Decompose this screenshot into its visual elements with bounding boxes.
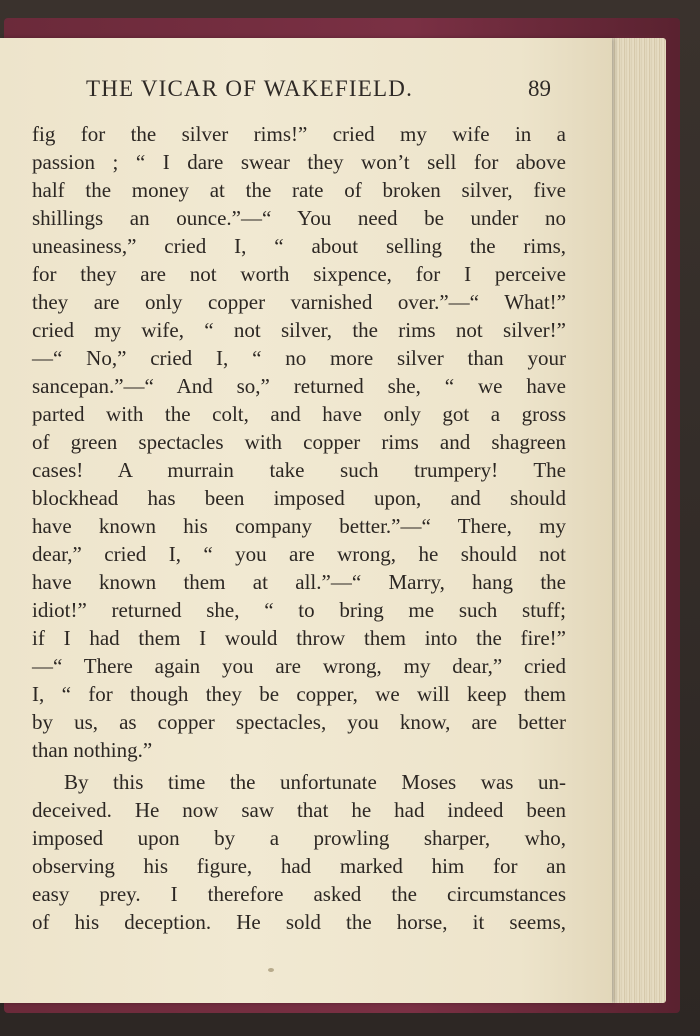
text-line: passion ; “ I dare swear they won’t sell for above	[32, 150, 566, 174]
running-head	[0, 76, 612, 106]
text-line: —“ No,” cried I, “ no more silver than your	[32, 346, 566, 370]
page-smudge	[268, 968, 274, 972]
text-line: they are only copper varnished over.”—“ What!”	[32, 290, 566, 314]
text-line: blockhead has been imposed upon, and should	[32, 486, 566, 510]
text-line: by us, as copper spectacles, you know, are better	[32, 710, 566, 734]
paragraph-2	[32, 768, 566, 936]
text-line: cases! A murrain take such trumpery! The	[32, 458, 566, 482]
text-line: of green spectacles with copper rims and shagreen	[32, 430, 566, 454]
text-line: imposed upon by a prowling sharper, who,	[32, 826, 566, 850]
text-line: idiot!” returned she, “ to bring me such stuff;	[32, 598, 566, 622]
text-line: observing his figure, had marked him for an	[32, 854, 566, 878]
text-line: half the money at the rate of broken silver, five	[32, 178, 566, 202]
paragraph-1	[32, 120, 566, 764]
text-line: fig for the silver rims!” cried my wife in a	[32, 122, 566, 146]
text-line: By this time the unfortunate Moses was un-	[64, 770, 566, 794]
text-line: sancepan.”—“ And so,” returned she, “ we have	[32, 374, 566, 398]
text-line: dear,” cried I, “ you are wrong, he should not	[32, 542, 566, 566]
text-line: easy prey. I therefore asked the circumstances	[32, 882, 566, 906]
text-line: parted with the colt, and have only got a gross	[32, 402, 566, 426]
text-line: for they are not worth sixpence, for I perceive	[32, 262, 566, 286]
text-line: have known his company better.”—“ There, my	[32, 514, 566, 538]
running-title: THE VICAR OF WAKEFIELD.	[86, 76, 414, 101]
text-line: have known them at all.”—“ Marry, hang the	[32, 570, 566, 594]
text-line: I, “ for though they be copper, we will keep them	[32, 682, 566, 706]
text-line: than nothing.”	[32, 738, 153, 762]
text-line: uneasiness,” cried I, “ about selling the rims,	[32, 234, 566, 258]
text-line: of his deception. He sold the horse, it seems,	[32, 910, 566, 934]
text-line: —“ There again you are wrong, my dear,” cried	[32, 654, 566, 678]
text-line: shillings an ounce.”—“ You need be under no	[32, 206, 566, 230]
page-number: 89	[528, 76, 551, 101]
text-line: deceived. He now saw that he had indeed been	[32, 798, 566, 822]
text-line: if I had them I would throw them into the fire!”	[32, 626, 566, 650]
text-line: cried my wife, “ not silver, the rims not silver!”	[32, 318, 566, 342]
body-text	[32, 120, 566, 936]
